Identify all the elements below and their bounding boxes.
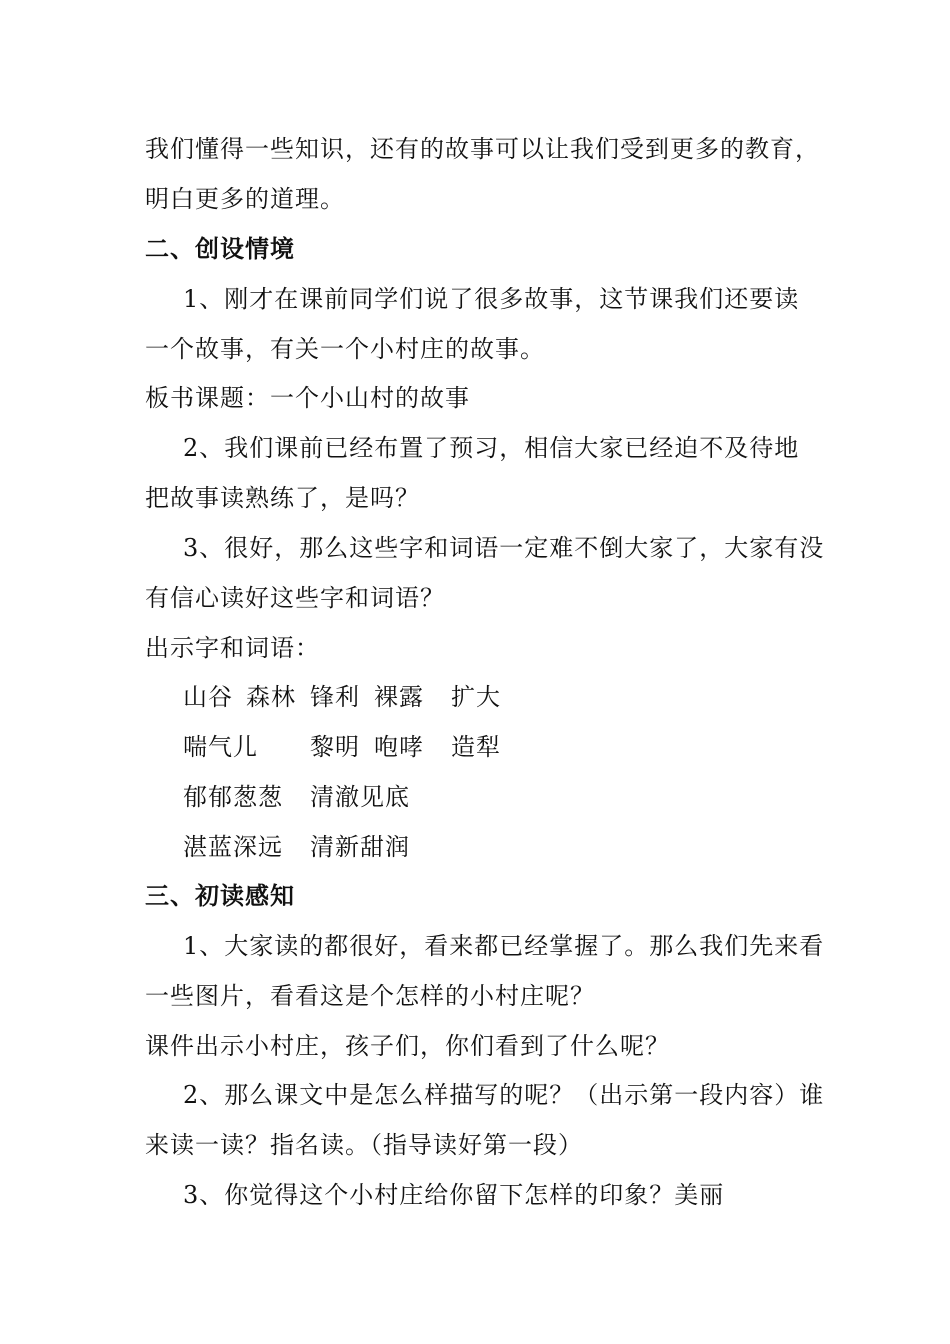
paragraph-line: 2、我们课前已经布置了预习，相信大家已经迫不及待地 xyxy=(183,434,800,462)
section-heading-2: 二、创设情境 xyxy=(145,235,295,263)
vocab-word: 扩大 xyxy=(451,683,501,711)
paragraph-line: 2、那么课文中是怎么样描写的呢？（出示第一段内容）谁 xyxy=(183,1081,825,1109)
paragraph-line: 1、刚才在课前同学们说了很多故事，这节课我们还要读 xyxy=(183,285,800,313)
vocab-word: 清新甜润 xyxy=(310,833,410,861)
vocab-word: 锋利 xyxy=(310,683,360,711)
paragraph-line: 一些图片，看看这是个怎样的小村庄呢？ xyxy=(145,982,595,1010)
vocab-word: 森林 xyxy=(246,683,296,711)
vocab-word: 清澈见底 xyxy=(310,783,410,811)
paragraph-line: 把故事读熟练了，是吗？ xyxy=(145,484,420,512)
section-heading-3: 三、初读感知 xyxy=(145,882,295,910)
vocab-word: 湛蓝深远 xyxy=(183,833,283,861)
vocab-word: 喘气儿 xyxy=(183,733,258,761)
vocab-word: 山谷 xyxy=(183,683,233,711)
paragraph-line: 1、大家读的都很好，看来都已经掌握了。那么我们先来看 xyxy=(183,932,825,960)
vocab-row xyxy=(183,731,583,763)
paragraph-line: 来读一读？指名读。（指导读好第一段） xyxy=(145,1131,583,1159)
intro-line-1: 我们懂得一些知识，还有的故事可以让我们受到更多的教育， xyxy=(145,135,820,163)
board-title-line: 板书课题：一个小山村的故事 xyxy=(145,384,470,412)
paragraph-line: 一个故事，有关一个小村庄的故事。 xyxy=(145,335,545,363)
paragraph-line: 3、你觉得这个小村庄给你留下怎样的印象？美丽 xyxy=(183,1181,725,1209)
vocab-word: 黎明 xyxy=(310,733,360,761)
courseware-line: 课件出示小村庄，孩子们，你们看到了什么呢？ xyxy=(145,1032,670,1060)
vocab-row xyxy=(183,781,583,813)
vocab-word: 郁郁葱葱 xyxy=(183,783,283,811)
intro-line-2: 明白更多的道理。 xyxy=(145,185,345,213)
vocab-row xyxy=(183,831,583,863)
show-words-label: 出示字和词语： xyxy=(145,634,320,662)
paragraph-line: 3、很好，那么这些字和词语一定难不倒大家了，大家有没 xyxy=(183,534,825,562)
paragraph-line: 有信心读好这些字和词语？ xyxy=(145,584,445,612)
vocab-word: 咆哮 xyxy=(374,733,424,761)
vocab-word: 裸露 xyxy=(374,683,424,711)
vocab-word: 造犁 xyxy=(451,733,501,761)
vocab-row xyxy=(183,681,583,713)
